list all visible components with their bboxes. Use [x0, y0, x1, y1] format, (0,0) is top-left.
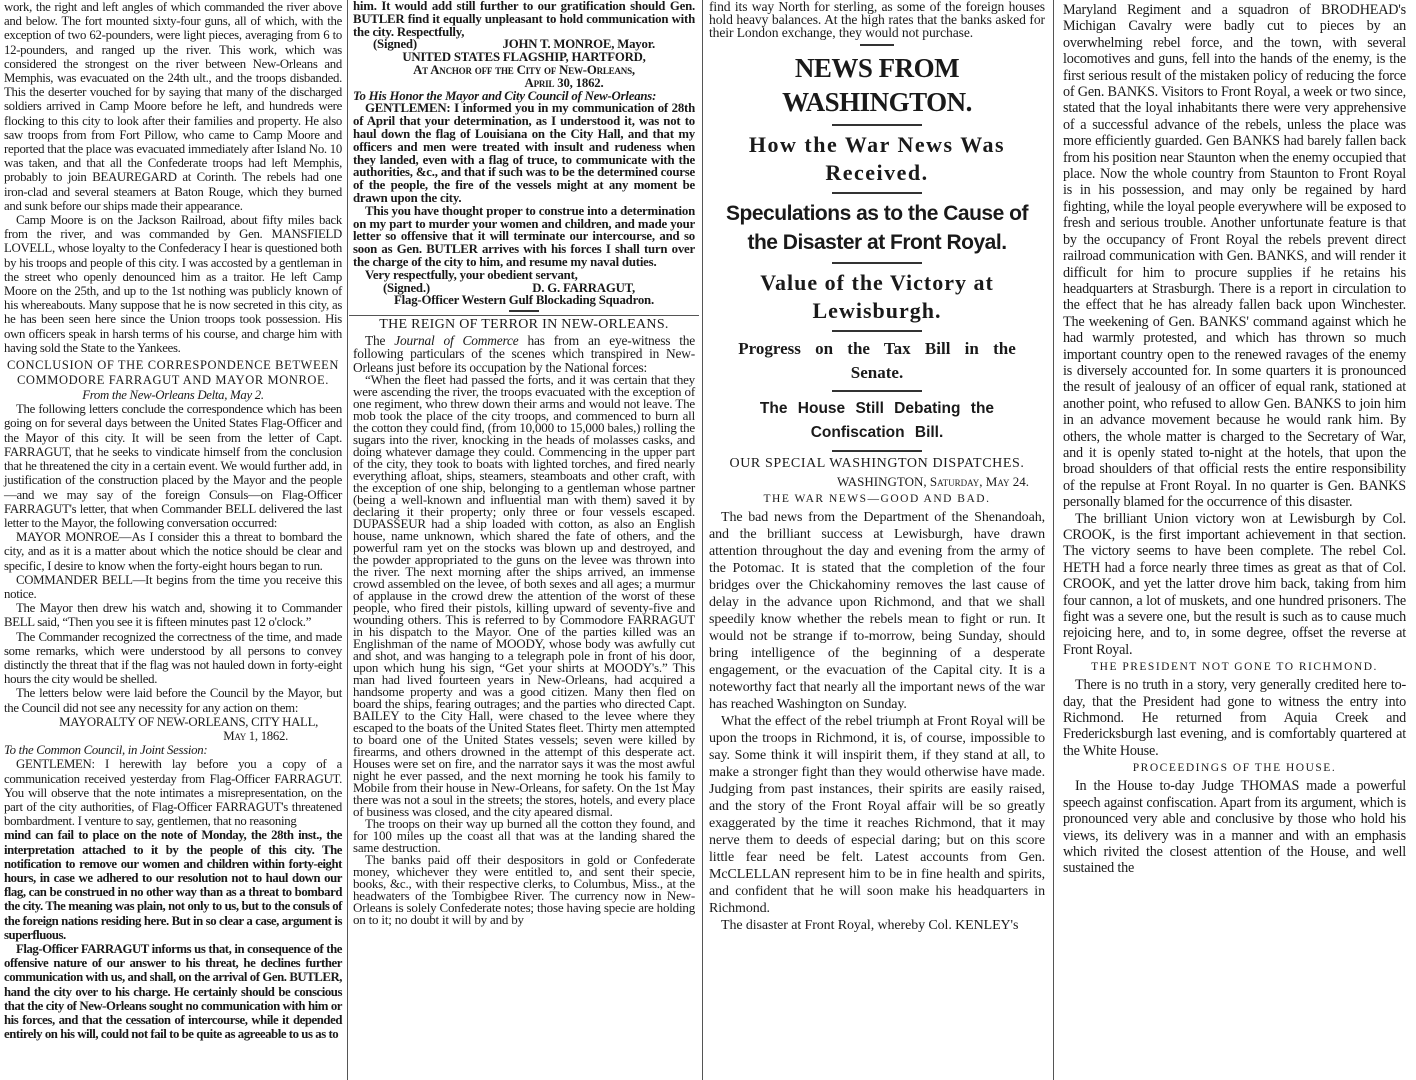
letter-dateline: [353, 51, 695, 89]
article-paragraph: The Mayor then drew his watch and, showing it to Commander BELL said, “Then you see it is fifteen minutes past 12 o'clock.”: [4, 601, 342, 630]
dateline-place: MAYORALTY OF NEW-ORLEANS, CITY HALL,: [59, 714, 318, 729]
reign-of-terror-article: [353, 334, 695, 927]
article-paragraph: GENTLEMEN: I informed you in my communication of 28th of April that your determination, as I understood it, was not to haul down the flag of Louisiana on the City Hall, and that my officers and men were treated with insult and rudeness when they landed, even with a flag of truce, to communicate with the authorities, &c., and that if such was to be the determined course of the people, the fire of the vessels might at any moment be drawn upon the city.: [353, 101, 695, 205]
section-rule: [509, 310, 539, 312]
article-paragraph: him. It would add still further to our gratification should Gen. BUTLER find it equally unpleasant to hold communication with the city. Respectfully,: [353, 0, 695, 39]
article-paragraph: Maryland Regiment and a squadron of BRODHEAD's Michigan Cavalry were badly cut to pieces by an overwhelming rebel force, and the town, with several locomotives and guns, fell into the hands of the enemy, is the first serious result of the mistaken policy of reducing the force of Gen. BANKS. Visitors to Front Royal, a week or two since, stated that the loyal inhabitants there were very apprehensive of a successful advance of the rebels, unless the place was more efficiently guarded. Gen BANKS had barely fallen back from his position near Staunton when the enemy occupied that place. Now the whole country from Staunton to Front Royal is in his possession, and may only be regained by hard fighting, while the loyal people everywhere will be exposed to fresh and serious trouble. Another unfortunate feature is that by the occupancy of Front Royal the rebels prevent direct railroad communication with Gen. BANKS, and will render it difficult for him to procure supplies if he retains his headquarters at Strasburgh. There is a report in circulation to the effect that he has already fallen back upon Winchester. The weekening of Gen. BANKS' command against which he had warmly protested, and which has thrown so much important country open to the renewed ravages of the enemy is diversely accounted for. In some quarters it is pronounced the result of jealousy of an officer of equal rank, stationed at another point, who refused to allow Gen. BANKS to join him in an advance movement because he would rank him. By others, the whole matter is charged to the Secretary of War, and it is openly stated to-night at the hotels, that upon the broad shoulders of that official rests the entire responsibility of the repulse at Front Royal. In no quarter is Gen. BANKS personally blamed for the occurrence of this disaster.: [1063, 2, 1406, 511]
headline-deck: Progress on the Tax Bill in the Senate.: [738, 339, 1016, 382]
horizontal-divider: [349, 315, 699, 316]
intro-text: The: [365, 332, 395, 348]
column-4: [1063, 0, 1406, 877]
article-paragraph: The Commander recognized the correctness of the time, and made some remarks, which were understood by all persons to convey distinctly the threat that if the flag was not hauled down in forty-eight hours the city would be shelled.: [4, 629, 342, 687]
article-paragraph: What the effect of the rebel triumph at Front Royal will be upon the troops in Richmond, it is, of course, impossible to say. Some think it will inspirit them, if they stand at all, to make a stronger fight than they would otherwise have made. Judging from past instances, their spirits are easily raised, and the story of the Front Royal affair will be so greatly exaggerated by the time it reaches Richmond, that it may nerve them to deeds of especial daring; but on this score little fear need be felt. Latest accounts from Gen. McCLELLAN represent him to be in fine health and spirits, and confident that he will soon make his headquarters in Richmond.: [709, 713, 1045, 916]
article-paragraph: The troops on their way up burned all the cotton they found, and for 100 miles up the coast all that was at the landing shared the same destruction.: [353, 816, 695, 856]
article-paragraph: find its way North for sterling, as some of the foreign houses hold heavy balances. At the high rates that the banks asked for their London exchange, they would not purchase.: [709, 0, 1045, 40]
column-3: [709, 0, 1045, 934]
signed-label: (Signed.): [383, 280, 430, 295]
column-divider: [1053, 0, 1054, 1080]
article-paragraph: MAYOR MONROE—As I consider this a threat to bombard the city, and as it is a matter about which the notice should be clear and specific, I desire to know when the forty-eight hours began to run.: [4, 530, 342, 573]
article-paragraph: Flag-Officer FARRAGUT informs us that, in consequence of the offensive nature of our answer to his threat, he declines further communication with us, and shall, on the arrival of Gen. BUTLER, hand the city over to his charge. He certainly should be conscious that the city of New-Orleans sought no communication with him or his forces, and that the cessation of intercourse, while it depended entirely on his will, could not fail to be quite as agreeable to us as to: [4, 942, 342, 1042]
dispatch-heading: OUR SPECIAL WASHINGTON DISPATCHES.: [729, 456, 1025, 471]
section-rule: [832, 262, 922, 264]
column-2: [353, 0, 695, 926]
headline-deck: Speculations as to the Cause of the Disaster at Front Royal.: [726, 202, 1028, 254]
headline-deck: How the War News Was Received.: [748, 132, 1006, 185]
article-paragraph: “When the fleet had passed the forts, and it was certain that they were ascending the river, the troops evacuated with the exception of one regiment, who threw down their arms and would not leave. The mob took the place of the city troops, and commenced to burn all the cotton they could find, (from 10,000 to 15,000 bales,) rolling the sugars into the river, knocking in the heads of molasses casks, and doing whatever damage they could. Commencing in the upper part of the city, they took to boats with lighted torches, and fired nearly everything afloat, ships, steamers, steamboats and other craft, with the exception of one ship, belonging to a gentleman whose partner (being a well-known and influential man with them) saved it by declaring it their property; only three or four vessels escaped. DUPASSEUR had a ship loaded with cotton, as also an English house, name unknown, which shared the fate of others, and the powerful ram yet on the stocks was blown up and destroyed, and the powder appropriated to the guns on the levee was thrown into the river. The next morning after the ships arrived, an immense crowd assembled on the levee, of both sexes and all ages; a murmur of applause in the crowd drew the attention of the worst of these people, who fired their pistols, killing upward of seventy-five and wounding others. This is referred to by Commodore FARRAGUT in his dispatch to the Mayor. One of the parties killed was an Englishman of the name of MOODY, whose body was awfully cut and shot, and was hanging to a telegraph pole in front of his door, upon which hung his sign, “Get your shirts at MOODY's.” This man had lived fourteen years in New-Orleans, had acquired a handsome property and was a good citizen. Many then fled on board the ships, fearing outrages; and the parties who directed Capt. BAILEY to the City Hall, were chased to the levee where they escaped to the boats of the United States fleet. Thirty men attempted to board one of the United States vessels; seven were killed by firearms, and others drowned in the attempt of this desperate act. Houses were set on fire, and the narrator says it was the most awful night he ever passed, and the next morning he took his family to Mobile from their house in New-Orleans, for safety. On the 1st May there was not a soul in the streets; the stores, hotels, and every place of business was closed, and the city apeared dismal.: [353, 372, 695, 820]
column-1: [4, 0, 342, 1041]
article-paragraph: The following letters conclude the correspondence which has been going on for several days between the United States Flag-Officer and the Mayor of this city. It will be seen from the letter of Capt. FARRAGUT, that he seeks to vindicate himself from the conclusion that he threatened the city in a certain event. We would further add, in justification of the construction placed by the Mayor and the people—and we may say of the foreign Consuls—on Flag-Officer FARRAGUT's letter, that when Commander BELL delivered the last letter to the Mayor, the following conversation occurred:: [4, 402, 342, 530]
farragut-letter: [353, 0, 695, 307]
section-rule: [832, 124, 922, 126]
letter-salutation: To His Honor the Mayor and City Council of New-Orleans:: [353, 88, 657, 103]
headline-deck: Value of the Victory at Lewisburgh.: [760, 270, 994, 323]
dateline-line: UNITED STATES FLAGSHIP, HARTFORD,: [402, 50, 646, 65]
article-paragraph: Camp Moore is on the Jackson Railroad, about fifty miles back from the river, and was commanded by Gen. MANSFIELD LOVELL, whose loyalty to the Confederacy I hear is questioned both by his troops and people of this city. I was accosted by a gentleman in the street who openly denounced him as a traitor. He left Camp Moore on the 25th, and up to the 1st nothing was publicly known of his whereabouts. Many suppose that he is now secreted in this city, as he has been seen here since the Union troops took possession. His own officers speak in harsh terms of his course, and charge him with having sold the State to the Yankees.: [4, 213, 342, 355]
column-divider: [702, 0, 703, 1080]
article-paragraph: The bad news from the Department of the Shenandoah, and the brilliant success at Lewisburgh, have drawn attention throughout the day and evening from the army of the Potomac. It is stated that the completion of the four bridges over the Chickahominy removes the last cause of delay in the advance upon Richmond, and that we shall speedily know whether the rebels mean to fight or run. It would not be strange if to-morrow, being Sunday, should bring intelligence of the beginning of a desperate engagement, or the evacuation of the Capital city. It is a noteworthy fact that nearly all the important news of the war has reached Washington on Sunday.: [709, 509, 1045, 712]
article-paragraph: In the House to-day Judge THOMAS made a powerful speech against confiscation. Apart from its argument, which is pronounced very able and conclusive by those who hold his views, its delivery was in a manner and with an emphasis which rivited the closest attention of the House, and well sustained the: [1063, 778, 1406, 877]
dateline-date: May 1, 1862.: [223, 728, 288, 743]
section-rule: [832, 330, 922, 332]
article-paragraph: The banks paid off their despositors in gold or Confederate money, whichever they were entitled to, and sent their specie, books, &c., with their respective clerks, to Columbus, Miss., at the headwaters of the Tombigbee River. The currency now in New-Orleans is solely Confederate notes; those having specie are holding on to it; no doubt it will by and by: [353, 852, 695, 928]
letter-dateline: [4, 715, 342, 743]
article-paragraph: mind can fail to place on the note of Monday, the 28th inst., the interpretation attached to it by the people of this city. The notification to remove our women and children within forty-eight hours, in case we adhered to our resolution not to haul down our flag, can be construed in no other way than as a threat to bombard the city. The meaning was plain, not only to us, but to the consuls of the foreign nations residing here. But in so clear a case, argument is superfluous.: [4, 828, 342, 942]
bold-text-block: [4, 828, 342, 1041]
section-heading: THE REIGN OF TERROR IN NEW-ORLEANS.: [379, 317, 669, 333]
column-divider: [347, 0, 348, 1080]
subheading: PROCEEDINGS OF THE HOUSE.: [1132, 762, 1337, 775]
section-rule: [832, 192, 922, 194]
signer-name: D. G. FARRAGUT,: [532, 280, 635, 295]
intro-text: has from an eye-witness the following particulars of the scenes which transpired in New-Orleans just before its occupation by the National forces:: [353, 332, 695, 375]
article-paragraph: The brilliant Union victory won at Lewisburgh by Col. CROOK, is the first important achievement in that section. The victory seems to have been complete. The rebel Col. HETH had a force nearly three times as great as that of Col. CROOK, and yet the latter drove him back, taking from him four cannon, a lot of muskets, and one hundred prisoners. The fight was a severe one, but the result is such as to cause much rejoicing here, and to, in some degree, offset the reverse at Front Royal.: [1063, 510, 1406, 658]
main-headline: NEWS FROM WASHINGTON.: [782, 53, 972, 117]
section-rule: [860, 44, 894, 46]
headline-deck: The House Still Debating the Confiscation Bill.: [759, 400, 995, 441]
article-paragraph: This you have thought proper to construe into a determination on my part to murder your women and children, and made your letter so offensive that it will terminate our intercourse, and so soon as Gen. BUTLER arrives with his forces I shall turn over the charge of the city to him, and resume my naval duties.: [353, 203, 695, 269]
subheading: THE PRESIDENT NOT GONE TO RICHMOND.: [1091, 661, 1378, 674]
article-paragraph: [353, 334, 695, 375]
dateline-line: April 30, 1862.: [524, 75, 604, 90]
article-paragraph: The letters below were laid before the Council by the Mayor, but the Council did not see any necessity for any action on them:: [4, 686, 342, 715]
dateline-line: At Anchor off the City of New-Orleans,: [413, 62, 635, 77]
signed-label: (Signed): [373, 37, 417, 52]
article-paragraph: work, the right and left angles of which commanded the river above and below. The fort mounted sixty-four guns, all of which, with the exception of two 62-pounders, were light pieces, averaging from 6 to 12-pounders, and ranged up the river. This work, which was considered the strongest on the river between New-Orleans and Memphis, was evacuated on the 24th ult., and the troops disbanded. This the deserter vouched for by saying that many of the discharged soldiers arrived in Camp Moore before he left, and hundreds were flocking to this city to look after their families and property. He also saw troops from from Fort Pillow, who came to Camp Moore and reported that the place was evacuated immediately after Island No. 10 was taken, and that all the Confederate troops had left Memphis, probably to join BEAUREGARD at Corinth. The rebels had one iron-clad and several steamers at Baton Rouge, which they burned and sunk before our ships made their appearance.: [4, 0, 342, 213]
letter-salutation: To the Common Council, in Joint Session:: [4, 743, 208, 758]
section-rule: [832, 390, 922, 392]
signer-title: Flag-Officer Western Gulf Blockading Squadron.: [394, 293, 654, 308]
publication-name: Journal of Commerce: [394, 332, 519, 348]
section-heading: CONCLUSION OF THE CORRESPONDENCE BETWEEN COMMODORE FARRAGUT AND MAYOR MONROE.: [6, 358, 340, 387]
section-rule: [832, 450, 922, 452]
article-paragraph: GENTLEMEN: I herewith lay before you a copy of a communication received yesterday from Flag-Officer FARRAGUT. You will observe that the note intimates a misrepresentation, on the part of the city authorities, of Flag-Officer FARRAGUT's threatened bombardment. I venture to say, gentlemen, that no reasoning: [4, 757, 342, 829]
article-paragraph: There is no truth in a story, very generally credited here to-day, that the President had gone to witness the entry into Richmond. He returned from Aquia Creek and Fredericksburgh last evening, and is comfortably quartered at the White House.: [1063, 677, 1406, 759]
article-paragraph: The disaster at Front Royal, whereby Col. KENLEY's: [721, 917, 1019, 933]
article-paragraph: COMMANDER BELL—It begins from the time you receive this notice.: [4, 572, 342, 601]
signer-name: JOHN T. MONROE, Mayor.: [502, 37, 655, 52]
subheading: THE WAR NEWS—GOOD AND BAD.: [763, 492, 991, 505]
source-line: From the New-Orleans Delta, May 2.: [82, 388, 264, 403]
dispatch-dateline: WASHINGTON, Saturday, May 24.: [836, 473, 1029, 489]
article-paragraph: Very respectfully, your obedient servant,: [365, 267, 578, 282]
